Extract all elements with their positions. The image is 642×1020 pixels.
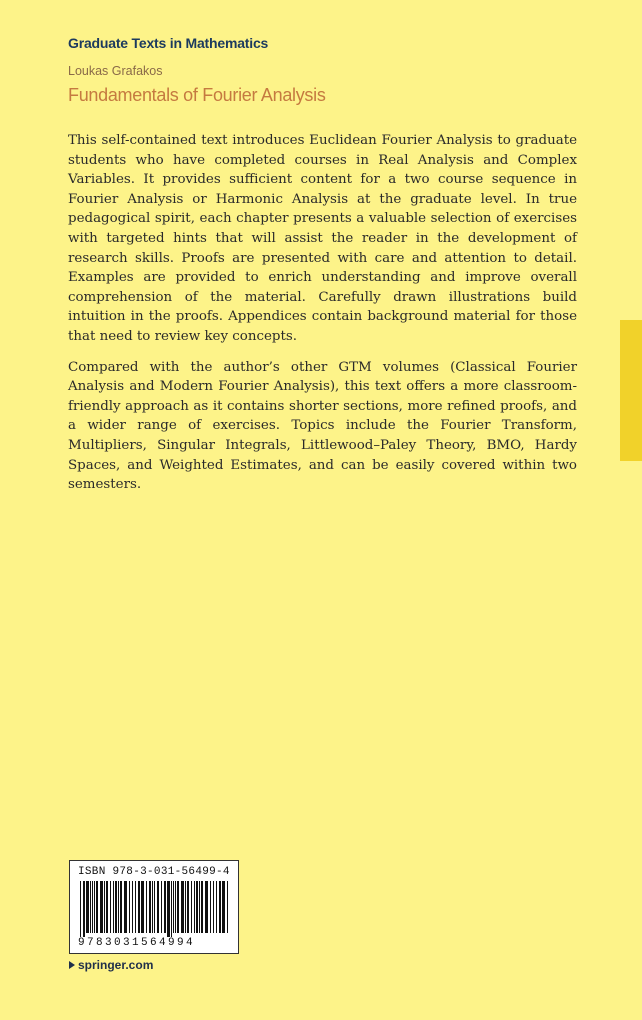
barcode-bar xyxy=(115,881,117,933)
isbn-digits: 9783031564994 xyxy=(78,937,196,949)
barcode-bar xyxy=(92,881,93,933)
barcode-bar xyxy=(141,881,144,933)
barcode-bar xyxy=(90,881,91,933)
publisher-url: springer.com xyxy=(78,958,154,972)
isbn-label: ISBN 978-3-031-56499-4 xyxy=(78,866,230,878)
barcode-bar xyxy=(227,881,228,933)
barcode-bar xyxy=(110,881,111,933)
spine-tab xyxy=(620,320,642,461)
barcode-bar xyxy=(199,881,200,933)
barcode-bar xyxy=(86,881,89,933)
barcode-bar xyxy=(135,881,136,933)
barcode-bar xyxy=(106,881,108,933)
barcode-bar xyxy=(187,881,189,933)
arrow-icon xyxy=(69,961,75,969)
barcode-bar xyxy=(201,881,203,933)
barcode-bar xyxy=(216,881,217,933)
series-title: Graduate Texts in Mathematics xyxy=(68,35,269,51)
barcode-bar xyxy=(191,881,192,933)
barcode-bar xyxy=(118,881,119,933)
barcode-bar xyxy=(80,881,81,937)
author-name: Loukas Grafakos xyxy=(68,64,163,78)
barcode-bar xyxy=(96,881,98,933)
barcode-bar xyxy=(83,881,85,937)
barcode-bar xyxy=(152,881,153,933)
blurb-paragraph-1: This self-contained text introduces Euclidean Fourier Analysis to graduate students who have completed courses in Real Analysis and Complex Variables. It provides sufficient content for a two course sequence in Fourier Analysis or Harmonic Analysis at the graduate level. In true pedagogical spirit, each chapter presents a valuable selection of exercises with targeted hints that will assist the reader in the development of research skills. Proofs are presented with care and attention to detail. Examples are provided to enrich understanding and improve overall comprehension of the material. Carefully drawn illustrations build intuition in the proofs. Appendices contain background material for those that need to review key concepts. xyxy=(68,133,577,344)
barcode-bar xyxy=(157,881,159,933)
barcode-bar xyxy=(138,881,140,933)
barcode-bar xyxy=(104,881,105,933)
barcode-bar xyxy=(196,881,198,933)
barcode-bar xyxy=(210,881,211,933)
barcode-bar xyxy=(113,881,114,933)
barcode-bar xyxy=(124,881,127,933)
blurb xyxy=(68,131,577,506)
barcode-bar xyxy=(222,881,225,933)
blurb-paragraph-2: Compared with the author’s other GTM volumes (Classical Fourier Analysis and Modern Fourier Analysis), this text offers a more classroom-friendly approach as it contains shorter sections, more refined proofs, and a wider range of exercises. Topics include the Fourier Transform, Multipliers, Singular Integrals, Littlewood–Paley Theory, BMO, Hardy Spaces, and Weighted Estimates, and can be easily covered within two semesters. xyxy=(68,359,577,493)
barcode-bar xyxy=(129,881,130,933)
barcode-bar xyxy=(132,881,133,933)
barcode-bar xyxy=(154,881,155,933)
barcode-bar xyxy=(146,881,147,933)
barcode-bar xyxy=(161,881,162,933)
barcode-bar xyxy=(149,881,151,933)
barcode-bar xyxy=(120,881,122,933)
barcode-bar xyxy=(173,881,174,933)
barcode-bar xyxy=(94,881,95,933)
barcode-bar xyxy=(177,881,179,933)
barcode-bar xyxy=(219,881,221,933)
barcode-bar xyxy=(205,881,208,933)
publisher-link[interactable] xyxy=(69,958,153,972)
barcode-bar xyxy=(164,881,166,933)
barcode-bar xyxy=(100,881,103,933)
barcode-box xyxy=(69,860,239,954)
barcode-bars xyxy=(70,881,238,937)
barcode-bar xyxy=(175,881,176,933)
barcode-bar xyxy=(167,881,170,937)
barcode-bar xyxy=(194,881,195,933)
barcode-bar xyxy=(171,881,172,937)
barcode-bar xyxy=(181,881,184,933)
barcode-bar xyxy=(213,881,214,933)
book-title: Fundamentals of Fourier Analysis xyxy=(68,85,326,105)
barcode-bar xyxy=(185,881,186,933)
